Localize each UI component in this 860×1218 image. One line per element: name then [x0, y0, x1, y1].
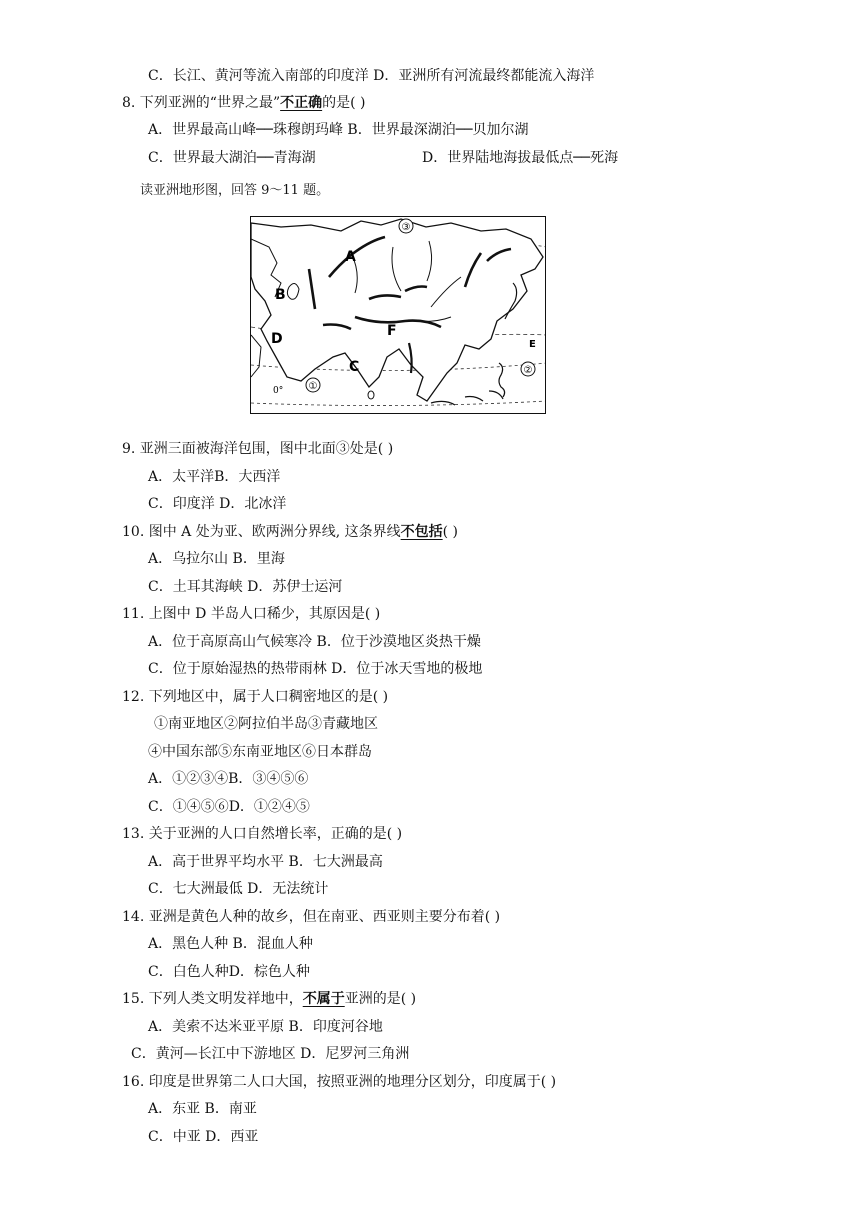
- question-9: 9. 亚洲三面被海洋包围，图中北面③处是( ): [122, 441, 394, 457]
- map-label-c: C: [349, 359, 360, 375]
- q8-option-ab: A．世界最高山峰──珠穆朗玛峰 B．世界最深湖泊──贝加尔湖: [148, 122, 529, 138]
- map-label-3: ③: [401, 222, 411, 233]
- q11-option-ab: A．位于高原高山气候寒冷 B．位于沙漠地区炎热干燥: [148, 634, 481, 650]
- q12-items-1: ①南亚地区②阿拉伯半岛③青藏地区: [154, 716, 378, 732]
- map-label-e: E: [529, 339, 536, 350]
- asia-terrain-map: [250, 216, 546, 414]
- q10-option-cd: C．土耳其海峡 D．苏伊士运河: [148, 579, 343, 595]
- q9-option-ab: A．太平洋B．大西洋: [148, 469, 281, 485]
- question-13: 13. 关于亚洲的人口自然增长率，正确的是( ): [122, 826, 403, 842]
- map-label-1: ①: [308, 381, 318, 392]
- q7-option-cd: C．长江、黄河等流入南部的印度洋 D．亚洲所有河流最终都能流入海洋: [148, 68, 595, 84]
- question-14: 14. 亚洲是黄色人种的故乡，但在南亚、西亚则主要分布着( ): [122, 909, 501, 925]
- q13-option-cd: C．七大洲最低 D．无法统计: [148, 881, 329, 897]
- map-label-d: D: [271, 331, 283, 347]
- map-label-f: F: [387, 323, 397, 339]
- question-12: 12. 下列地区中，属于人口稠密地区的是( ): [122, 689, 389, 705]
- map-label-equator: 0°: [273, 386, 284, 396]
- q16-option-ab: A．东亚 B．南亚: [148, 1101, 257, 1117]
- map-label-a: A: [345, 249, 356, 265]
- q9-option-cd: C．印度洋 D．北冰洋: [148, 496, 287, 512]
- q15-option-ab: A．美索不达米亚平原 B．印度河谷地: [148, 1019, 383, 1035]
- q11-option-cd: C．位于原始湿热的热带雨林 D．位于冰天雪地的极地: [148, 661, 483, 677]
- q13-option-ab: A．高于世界平均水平 B．七大洲最高: [148, 854, 383, 870]
- question-8: 8. 下列亚洲的“世界之最”不正确的是( ): [122, 95, 366, 111]
- q10-option-ab: A．乌拉尔山 B．里海: [148, 551, 285, 567]
- question-16: 16. 印度是世界第二人口大国，按照亚洲的地理分区划分，印度属于( ): [122, 1074, 557, 1090]
- q8-option-d: D．世界陆地海拔最低点──死海: [422, 150, 619, 166]
- q14-option-cd: C．白色人种D．棕色人种: [148, 964, 310, 980]
- map-label-b: B: [275, 287, 286, 303]
- q12-option-cd: C．①④⑤⑥D．①②④⑤: [148, 799, 310, 815]
- question-15: 15. 下列人类文明发祥地中，不属于亚洲的是( ): [122, 991, 417, 1007]
- q12-items-2: ④中国东部⑤东南亚地区⑥日本群岛: [148, 744, 372, 760]
- q8-option-c: C．世界最大湖泊──青海湖: [148, 150, 316, 166]
- question-10: 10. 图中 A 处为亚、欧两洲分界线, 这条界线不包括( ): [122, 524, 458, 540]
- q14-option-ab: A．黑色人种 B．混血人种: [148, 936, 313, 952]
- map-label-2: ②: [523, 365, 533, 376]
- q16-option-cd: C．中亚 D．西亚: [148, 1129, 259, 1145]
- map-intro: 读亚洲地形图，回答 9～11 题。: [140, 183, 330, 198]
- q15-option-cd: C．黄河—长江中下游地区 D．尼罗河三角洲: [131, 1046, 410, 1062]
- asia-map-svg: [251, 217, 546, 414]
- question-11: 11. 上图中 D 半岛人口稀少，其原因是( ): [122, 606, 381, 622]
- q12-option-ab: A．①②③④B．③④⑤⑥: [148, 771, 309, 787]
